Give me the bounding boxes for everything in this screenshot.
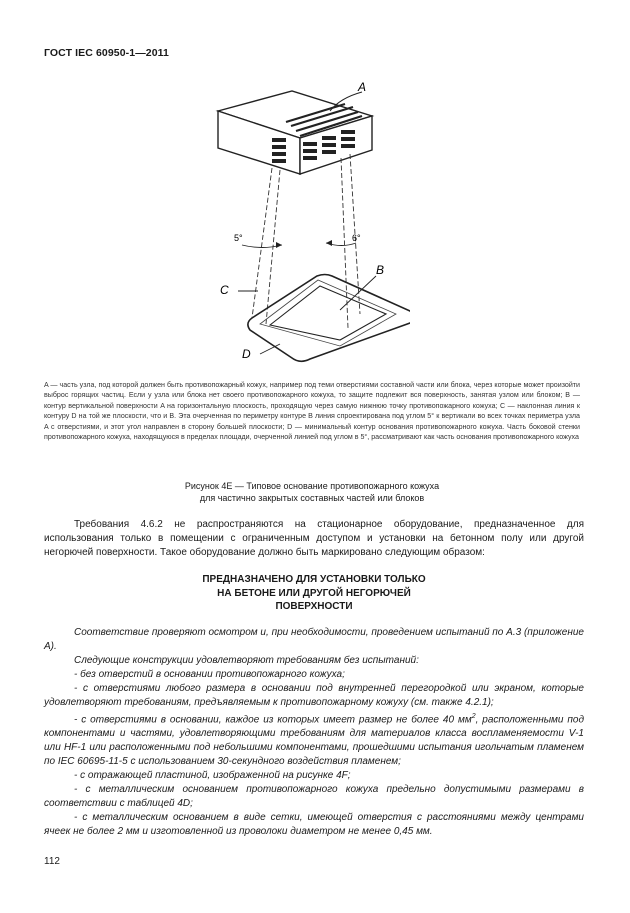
angle-left-label: 5° xyxy=(234,233,243,243)
intro-paragraph: Требования 4.6.2 не распространяются на стационарное оборудование, предназначенное для использования только в помещении с ограниченным доступом и установки на бетонном полу или другой негорючей поверхности. Такое оборудование должно быть маркировано следующим образом: xyxy=(44,519,584,558)
page-number: 112 xyxy=(44,856,60,867)
legend-text: A — часть узла, под которой должен быть противопожарный кожух, например под теми отверстиями составной части или блока, через которые может произойти выброс горящих частиц. Если у узла или блока нет своего противопожарного кожуха, то защите подлежит вся поверхность, занятая узлом или блоком; B — контур вертикальной поверхности A на горизонтальную плоскость, проходящую через самую нижнюю точку противопожарного кожуха; C — наклонная линия к контуру D на той же плоскости, что и B. Эта очерченная по периметру контуре B линия спроектирована под углом 5° к вертикали во всех точках периметра узла A с отверстиями, и этот угол направлен в сторону большей плоскости; D — минимальный контур основания противопожарного кожуха. Часть боковой стенки противопожарного кожуха, находящуюся в пределах площади, очерченной линией под углом в 5°, рассматривают как часть основания противопожарного кожуха xyxy=(44,381,580,442)
item3-superscript: 2 xyxy=(471,712,476,720)
following-paragraph: Следующие конструкции удовлетворяют требованиям без испытаний: xyxy=(74,654,419,666)
list-item: - с отражающей пластиной, изображенной на рисунке 4F; xyxy=(74,769,351,781)
list-item: - с металлическим основанием противопожарного кожуха предельно допустимыми размерами в соответствии с таблицей 4D; xyxy=(44,783,584,809)
label-a: A xyxy=(358,80,367,94)
notice-line-1: ПРЕДНАЗНАЧЕНО ДЛЯ УСТАНОВКИ ТОЛЬКО xyxy=(202,574,426,585)
label-c: C xyxy=(220,283,229,297)
notice-line-3: ПОВЕРХНОСТИ xyxy=(275,601,353,612)
item3-part-b: , расположенными под компонентами и частями, удовлетворяющими требованиям для материалов класса воспламеняемости V-1 или HF-1 или расположенными под небольшими компонентами, прошедшими испытания игольчатым пламенем по IEC 60695-11-5 с использованием 30-секундного воздействия пламенем; xyxy=(44,713,584,767)
label-b: B xyxy=(376,263,385,277)
leader-d xyxy=(260,344,280,354)
document-header: ГОСТ IEC 60950-1—2011 xyxy=(44,47,169,59)
marking-notice xyxy=(44,573,584,614)
list-item: - с отверстиями любого размера в основании под внутренней перегородкой или экраном, которые удовлетворяют требованиям, предъявляемым к противопожарному кожуху (см. также 4.2.1); xyxy=(44,682,584,708)
projection-lines xyxy=(252,154,360,328)
body-text xyxy=(44,518,584,839)
figure-legend xyxy=(44,380,580,442)
figure-4e-drawing xyxy=(190,78,410,378)
caption-line-1: Рисунок 4Е — Типовое основание противопожарного кожуха xyxy=(184,481,440,491)
compliance-paragraph: Соответствие проверяют осмотром и, при необходимости, проведением испытаний по А.3 (приложение А). xyxy=(44,626,584,652)
angle-right-label: 6° xyxy=(352,233,361,243)
list-item: - без отверстий в основании противопожарного кожуха; xyxy=(74,668,345,680)
item3-part-a: - с отверстиями в основании, каждое из которых имеет размер не более 40 мм xyxy=(74,713,472,725)
caption-line-2: для частично закрытых составных частей или блоков xyxy=(199,493,425,503)
list-item xyxy=(44,710,584,769)
notice-line-2: НА БЕТОНЕ ИЛИ ДРУГОЙ НЕГОРЮЧЕЙ xyxy=(217,587,411,599)
label-d: D xyxy=(242,347,251,361)
list-item: - с металлическим основанием в виде сетки, имеющей отверстия с расстояниями между центрами ячеек не более 2 мм и изготовленной из проволоки диаметром не менее 0,45 мм. xyxy=(44,811,584,837)
figure-caption xyxy=(44,480,580,504)
